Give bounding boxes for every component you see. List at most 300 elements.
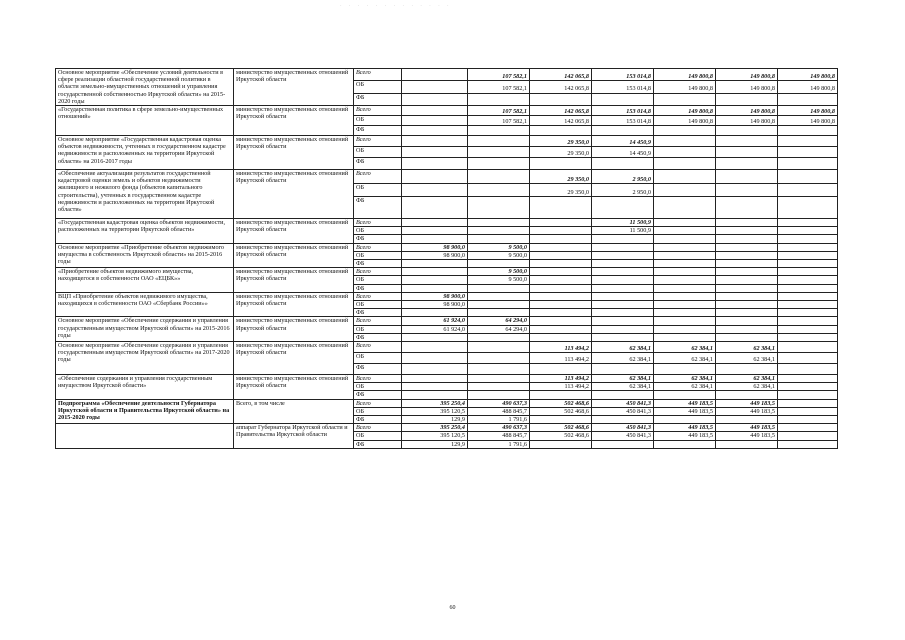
value-cell: 449 183,5 xyxy=(654,432,716,440)
value-cell xyxy=(778,260,838,268)
funding-source: Всего xyxy=(354,399,402,407)
value-cell xyxy=(654,136,716,147)
value-cell: 14 450,9 xyxy=(592,147,654,158)
value-cell xyxy=(778,147,838,158)
value-cell xyxy=(716,301,778,309)
value-cell: 113 494,2 xyxy=(530,375,592,383)
value-cell xyxy=(468,342,530,353)
value-cell xyxy=(716,235,778,243)
value-cell xyxy=(778,158,838,170)
funding-source: ОБ xyxy=(354,147,402,158)
value-cell xyxy=(716,197,778,219)
row-description: Основное мероприятие «Обеспечение содержания и управления государственным имуществом Иркутской области» на 2015-2016 годы xyxy=(56,317,234,342)
value-cell xyxy=(654,260,716,268)
funding-source: ФБ xyxy=(354,197,402,219)
document-page xyxy=(55,68,837,449)
value-cell: 62 384,1 xyxy=(592,383,654,391)
value-cell: 502 468,6 xyxy=(530,399,592,407)
value-cell: 64 294,0 xyxy=(468,325,530,333)
value-cell: 129,9 xyxy=(402,416,468,424)
value-cell xyxy=(530,276,592,284)
value-cell xyxy=(716,284,778,292)
value-cell: 450 841,3 xyxy=(592,424,654,432)
value-cell xyxy=(654,227,716,235)
funding-source: Всего xyxy=(354,243,402,251)
value-cell xyxy=(468,309,530,317)
row-description: ВЦП «Приобретение объектов недвижимого имущества, находящихся в собственности ОАО «Сбербанк России»» xyxy=(56,292,234,317)
value-cell: 488 845,7 xyxy=(468,407,530,415)
value-cell xyxy=(592,235,654,243)
value-cell: 62 384,1 xyxy=(592,375,654,383)
value-cell: 62 384,1 xyxy=(716,383,778,391)
row-responsible: министерство имущественных отношений Иркутской области xyxy=(234,375,354,400)
value-cell xyxy=(402,353,468,364)
value-cell xyxy=(468,126,530,136)
row-responsible: министерство имущественных отношений Иркутской области xyxy=(234,243,354,268)
value-cell: 149 800,8 xyxy=(654,116,716,126)
value-cell: 62 384,1 xyxy=(716,353,778,364)
value-cell: 62 384,1 xyxy=(592,342,654,353)
row-responsible: министерство имущественных отношений Иркутской области xyxy=(234,69,354,106)
value-cell xyxy=(778,197,838,219)
funding-source: ОБ xyxy=(354,116,402,126)
funding-source: ОБ xyxy=(354,353,402,364)
budget-table xyxy=(55,68,838,449)
value-cell: 107 582,1 xyxy=(468,106,530,116)
value-cell: 449 183,5 xyxy=(654,407,716,415)
table-row xyxy=(56,106,838,116)
row-responsible: министерство имущественных отношений Иркутской области xyxy=(234,317,354,342)
value-cell xyxy=(654,197,716,219)
value-cell: 502 468,6 xyxy=(530,407,592,415)
value-cell xyxy=(778,383,838,391)
value-cell xyxy=(402,184,468,197)
row-description: Основное мероприятие «Обеспечение содержания и управления государственным имуществом Иркутской области» на 2017-2020 годы xyxy=(56,342,234,375)
value-cell xyxy=(468,391,530,399)
value-cell xyxy=(654,333,716,341)
value-cell xyxy=(530,93,592,105)
value-cell xyxy=(778,391,838,399)
value-cell xyxy=(530,227,592,235)
funding-source: Всего xyxy=(354,106,402,116)
value-cell xyxy=(530,440,592,448)
value-cell xyxy=(402,197,468,219)
value-cell: 9 500,0 xyxy=(468,243,530,251)
value-cell xyxy=(654,440,716,448)
value-cell xyxy=(778,309,838,317)
value-cell xyxy=(778,407,838,415)
funding-source: ФБ xyxy=(354,364,402,375)
value-cell: 9 500,0 xyxy=(468,251,530,259)
row-responsible: министерство имущественных отношений Иркутской области xyxy=(234,219,354,244)
value-cell xyxy=(778,399,838,407)
funding-source: Всего xyxy=(354,317,402,325)
value-cell xyxy=(468,235,530,243)
value-cell xyxy=(716,292,778,300)
value-cell: 107 582,1 xyxy=(468,116,530,126)
value-cell xyxy=(778,170,838,184)
value-cell: 142 065,8 xyxy=(530,81,592,93)
value-cell xyxy=(654,416,716,424)
value-cell: 502 468,6 xyxy=(530,424,592,432)
value-cell xyxy=(654,251,716,259)
value-cell: 450 841,3 xyxy=(592,407,654,415)
value-cell xyxy=(592,325,654,333)
funding-source: Всего xyxy=(354,219,402,227)
row-responsible: министерство имущественных отношений Иркутской области xyxy=(234,136,354,170)
value-cell xyxy=(654,147,716,158)
value-cell: 11 500,9 xyxy=(592,219,654,227)
value-cell: 129,9 xyxy=(402,440,468,448)
row-description: «Государственная политика в сфере земельно-имущественных отношений» xyxy=(56,106,234,136)
value-cell: 449 183,5 xyxy=(716,424,778,432)
value-cell xyxy=(530,126,592,136)
value-cell xyxy=(654,391,716,399)
value-cell xyxy=(530,292,592,300)
value-cell xyxy=(530,268,592,276)
funding-source: ОБ xyxy=(354,184,402,197)
value-cell xyxy=(778,342,838,353)
value-cell xyxy=(402,342,468,353)
funding-source: ФБ xyxy=(354,260,402,268)
value-cell xyxy=(468,197,530,219)
funding-source: ФБ xyxy=(354,309,402,317)
value-cell xyxy=(716,243,778,251)
value-cell xyxy=(778,440,838,448)
value-cell xyxy=(402,276,468,284)
table-row xyxy=(56,170,838,184)
value-cell xyxy=(592,268,654,276)
funding-source: ОБ xyxy=(354,81,402,93)
value-cell xyxy=(592,292,654,300)
value-cell xyxy=(468,375,530,383)
value-cell xyxy=(778,93,838,105)
value-cell xyxy=(716,93,778,105)
value-cell: 113 494,2 xyxy=(530,353,592,364)
value-cell xyxy=(778,375,838,383)
value-cell: 488 845,7 xyxy=(468,432,530,440)
value-cell: 9 500,0 xyxy=(468,268,530,276)
funding-source: ОБ xyxy=(354,407,402,415)
value-cell xyxy=(468,383,530,391)
value-cell: 450 841,3 xyxy=(592,399,654,407)
value-cell xyxy=(592,284,654,292)
value-cell xyxy=(402,136,468,147)
value-cell xyxy=(530,309,592,317)
value-cell xyxy=(592,276,654,284)
page-number: 60 xyxy=(449,605,456,611)
value-cell xyxy=(716,158,778,170)
funding-source: ФБ xyxy=(354,93,402,105)
row-responsible: министерство имущественных отношений Иркутской области xyxy=(234,106,354,136)
value-cell xyxy=(530,243,592,251)
value-cell xyxy=(402,383,468,391)
funding-source: Всего xyxy=(354,170,402,184)
value-cell: 153 014,8 xyxy=(592,69,654,81)
value-cell xyxy=(716,309,778,317)
table-row xyxy=(56,69,838,81)
value-cell: 29 350,0 xyxy=(530,184,592,197)
row-responsible: министерство имущественных отношений Иркутской области xyxy=(234,170,354,219)
value-cell xyxy=(402,375,468,383)
value-cell: 395 250,4 xyxy=(402,399,468,407)
row-responsible: министерство имущественных отношений Иркутской области xyxy=(234,292,354,317)
value-cell xyxy=(402,227,468,235)
value-cell xyxy=(654,309,716,317)
value-cell xyxy=(654,243,716,251)
value-cell xyxy=(468,284,530,292)
value-cell: 149 800,8 xyxy=(778,116,838,126)
value-cell xyxy=(530,416,592,424)
value-cell xyxy=(402,93,468,105)
value-cell xyxy=(716,317,778,325)
table-body xyxy=(56,69,838,449)
funding-source: ФБ xyxy=(354,235,402,243)
value-cell xyxy=(530,197,592,219)
value-cell xyxy=(468,93,530,105)
value-cell: 11 500,9 xyxy=(592,227,654,235)
funding-source: ФБ xyxy=(354,284,402,292)
value-cell: 62 384,1 xyxy=(592,353,654,364)
value-cell xyxy=(716,136,778,147)
value-cell xyxy=(468,227,530,235)
row-responsible: министерство имущественных отношений Иркутской области xyxy=(234,268,354,293)
value-cell xyxy=(654,325,716,333)
value-cell xyxy=(530,301,592,309)
value-cell xyxy=(592,317,654,325)
value-cell: 61 924,0 xyxy=(402,325,468,333)
funding-source: Всего xyxy=(354,268,402,276)
value-cell xyxy=(778,292,838,300)
value-cell xyxy=(778,251,838,259)
value-cell xyxy=(592,243,654,251)
value-cell xyxy=(716,260,778,268)
value-cell xyxy=(402,69,468,81)
value-cell xyxy=(778,227,838,235)
value-cell: 1 791,6 xyxy=(468,440,530,448)
row-description: Основное мероприятие «Обеспечение условий деятельности в сфере реализации областной государственной политики в области земельно-имущественных отношений и управления государственной собственностью Иркутской области» на 2015-2020 годы xyxy=(56,69,234,106)
value-cell: 2 950,0 xyxy=(592,170,654,184)
value-cell: 61 924,0 xyxy=(402,317,468,325)
value-cell xyxy=(654,219,716,227)
value-cell xyxy=(778,184,838,197)
value-cell xyxy=(402,333,468,341)
value-cell xyxy=(716,147,778,158)
value-cell: 2 950,0 xyxy=(592,184,654,197)
value-cell xyxy=(592,197,654,219)
value-cell xyxy=(716,364,778,375)
value-cell xyxy=(778,268,838,276)
value-cell xyxy=(778,424,838,432)
value-cell: 9 500,0 xyxy=(468,276,530,284)
value-cell xyxy=(716,391,778,399)
funding-source: ФБ xyxy=(354,333,402,341)
value-cell xyxy=(592,158,654,170)
value-cell xyxy=(530,391,592,399)
row-description: Основное мероприятие «Государственная кадастровая оценка объектов недвижимости, учтенных в государственном кадастре недвижимости и расположенных на территории Иркутской области» на 2016-2017 годы xyxy=(56,136,234,170)
value-cell xyxy=(468,364,530,375)
value-cell xyxy=(402,260,468,268)
value-cell xyxy=(530,284,592,292)
value-cell: 490 637,3 xyxy=(468,424,530,432)
value-cell: 149 800,8 xyxy=(716,116,778,126)
row-responsible: министерство имущественных отношений Иркутской области xyxy=(234,342,354,375)
table-row xyxy=(56,375,838,383)
value-cell: 449 183,5 xyxy=(654,424,716,432)
value-cell xyxy=(654,170,716,184)
value-cell: 149 800,8 xyxy=(716,69,778,81)
value-cell xyxy=(778,235,838,243)
value-cell xyxy=(468,136,530,147)
table-row xyxy=(56,219,838,227)
value-cell xyxy=(592,416,654,424)
value-cell: 64 294,0 xyxy=(468,317,530,325)
row-responsible: Всего, в том числе xyxy=(234,399,354,424)
value-cell xyxy=(716,227,778,235)
value-cell: 113 494,2 xyxy=(530,383,592,391)
value-cell xyxy=(592,333,654,341)
value-cell xyxy=(716,325,778,333)
value-cell xyxy=(778,219,838,227)
value-cell xyxy=(716,268,778,276)
table-row xyxy=(56,317,838,325)
value-cell xyxy=(778,317,838,325)
value-cell: 98 900,0 xyxy=(402,243,468,251)
row-description: «Обеспечение актуализации результатов государственной кадастровой оценки земель и объектов недвижимости жилищного и нежилого фонда (объектов капитального строительства), учтенных в государственном кадастре недвижимости и расположенных на территории Иркутской области» xyxy=(56,170,234,219)
funding-source: ОБ xyxy=(354,383,402,391)
value-cell xyxy=(592,309,654,317)
value-cell xyxy=(716,219,778,227)
value-cell xyxy=(530,364,592,375)
funding-source: ФБ xyxy=(354,416,402,424)
value-cell xyxy=(402,147,468,158)
value-cell xyxy=(654,126,716,136)
value-cell: 62 384,1 xyxy=(654,353,716,364)
value-cell: 395 120,5 xyxy=(402,432,468,440)
value-cell xyxy=(592,440,654,448)
value-cell: 62 384,1 xyxy=(654,342,716,353)
funding-source: ОБ xyxy=(354,325,402,333)
value-cell xyxy=(592,93,654,105)
value-cell xyxy=(402,364,468,375)
value-cell xyxy=(716,416,778,424)
value-cell xyxy=(778,353,838,364)
value-cell: 149 800,8 xyxy=(716,81,778,93)
value-cell xyxy=(402,116,468,126)
value-cell: 149 800,8 xyxy=(716,106,778,116)
funding-source: Всего xyxy=(354,292,402,300)
value-cell xyxy=(654,184,716,197)
value-cell: 153 014,8 xyxy=(592,106,654,116)
table-row xyxy=(56,424,838,432)
value-cell xyxy=(716,333,778,341)
value-cell: 62 384,1 xyxy=(654,375,716,383)
value-cell xyxy=(778,136,838,147)
funding-source: ОБ xyxy=(354,276,402,284)
value-cell: 153 014,8 xyxy=(592,116,654,126)
row-description: Основное мероприятие «Приобретение объектов недвижимого имущества в собственность Иркутской области» на 2015-2016 годы xyxy=(56,243,234,268)
value-cell: 449 183,5 xyxy=(654,399,716,407)
value-cell xyxy=(530,333,592,341)
value-cell: 149 800,8 xyxy=(778,106,838,116)
value-cell xyxy=(468,353,530,364)
value-cell xyxy=(654,284,716,292)
value-cell xyxy=(654,276,716,284)
value-cell xyxy=(778,333,838,341)
value-cell xyxy=(654,292,716,300)
value-cell xyxy=(402,158,468,170)
row-responsible: аппарат Губернатора Иркутской области и Правительства Иркутской области xyxy=(234,424,354,449)
value-cell xyxy=(468,184,530,197)
value-cell xyxy=(402,81,468,93)
value-cell xyxy=(592,391,654,399)
funding-source: ФБ xyxy=(354,440,402,448)
value-cell xyxy=(654,235,716,243)
value-cell xyxy=(716,126,778,136)
scan-artifacts: · · · · · · · · · · · · · xyxy=(340,4,452,9)
value-cell: 149 800,8 xyxy=(654,106,716,116)
value-cell: 490 637,3 xyxy=(468,399,530,407)
funding-source: Всего xyxy=(354,342,402,353)
value-cell: 29 350,0 xyxy=(530,147,592,158)
value-cell xyxy=(778,276,838,284)
value-cell xyxy=(654,364,716,375)
value-cell xyxy=(530,251,592,259)
value-cell: 14 450,9 xyxy=(592,136,654,147)
funding-source: ФБ xyxy=(354,391,402,399)
value-cell xyxy=(654,158,716,170)
value-cell: 449 183,5 xyxy=(716,407,778,415)
funding-source: ОБ xyxy=(354,432,402,440)
funding-source: Всего xyxy=(354,69,402,81)
value-cell: 107 582,1 xyxy=(468,81,530,93)
value-cell xyxy=(402,126,468,136)
value-cell xyxy=(530,325,592,333)
value-cell: 113 494,2 xyxy=(530,342,592,353)
value-cell: 153 014,8 xyxy=(592,81,654,93)
value-cell: 62 384,1 xyxy=(716,342,778,353)
value-cell xyxy=(468,301,530,309)
value-cell xyxy=(468,260,530,268)
value-cell xyxy=(778,432,838,440)
value-cell xyxy=(778,284,838,292)
funding-source: ФБ xyxy=(354,126,402,136)
table-row xyxy=(56,268,838,276)
value-cell: 62 384,1 xyxy=(654,383,716,391)
value-cell xyxy=(402,170,468,184)
value-cell: 149 800,8 xyxy=(778,81,838,93)
table-row xyxy=(56,136,838,147)
value-cell xyxy=(778,126,838,136)
value-cell xyxy=(592,251,654,259)
value-cell xyxy=(402,219,468,227)
value-cell: 98 900,0 xyxy=(402,251,468,259)
value-cell xyxy=(592,126,654,136)
value-cell xyxy=(592,301,654,309)
value-cell xyxy=(402,268,468,276)
value-cell: 395 250,4 xyxy=(402,424,468,432)
value-cell xyxy=(778,243,838,251)
row-description: Подпрограмма «Обеспечение деятельности Губернатора Иркутской области и Правительства Иркутской области» на 2015-2020 годы xyxy=(56,399,234,424)
table-row xyxy=(56,342,838,353)
value-cell xyxy=(592,364,654,375)
value-cell: 142 065,8 xyxy=(530,106,592,116)
value-cell xyxy=(716,251,778,259)
value-cell: 149 800,8 xyxy=(654,81,716,93)
funding-source: Всего xyxy=(354,424,402,432)
value-cell xyxy=(654,268,716,276)
value-cell xyxy=(654,301,716,309)
